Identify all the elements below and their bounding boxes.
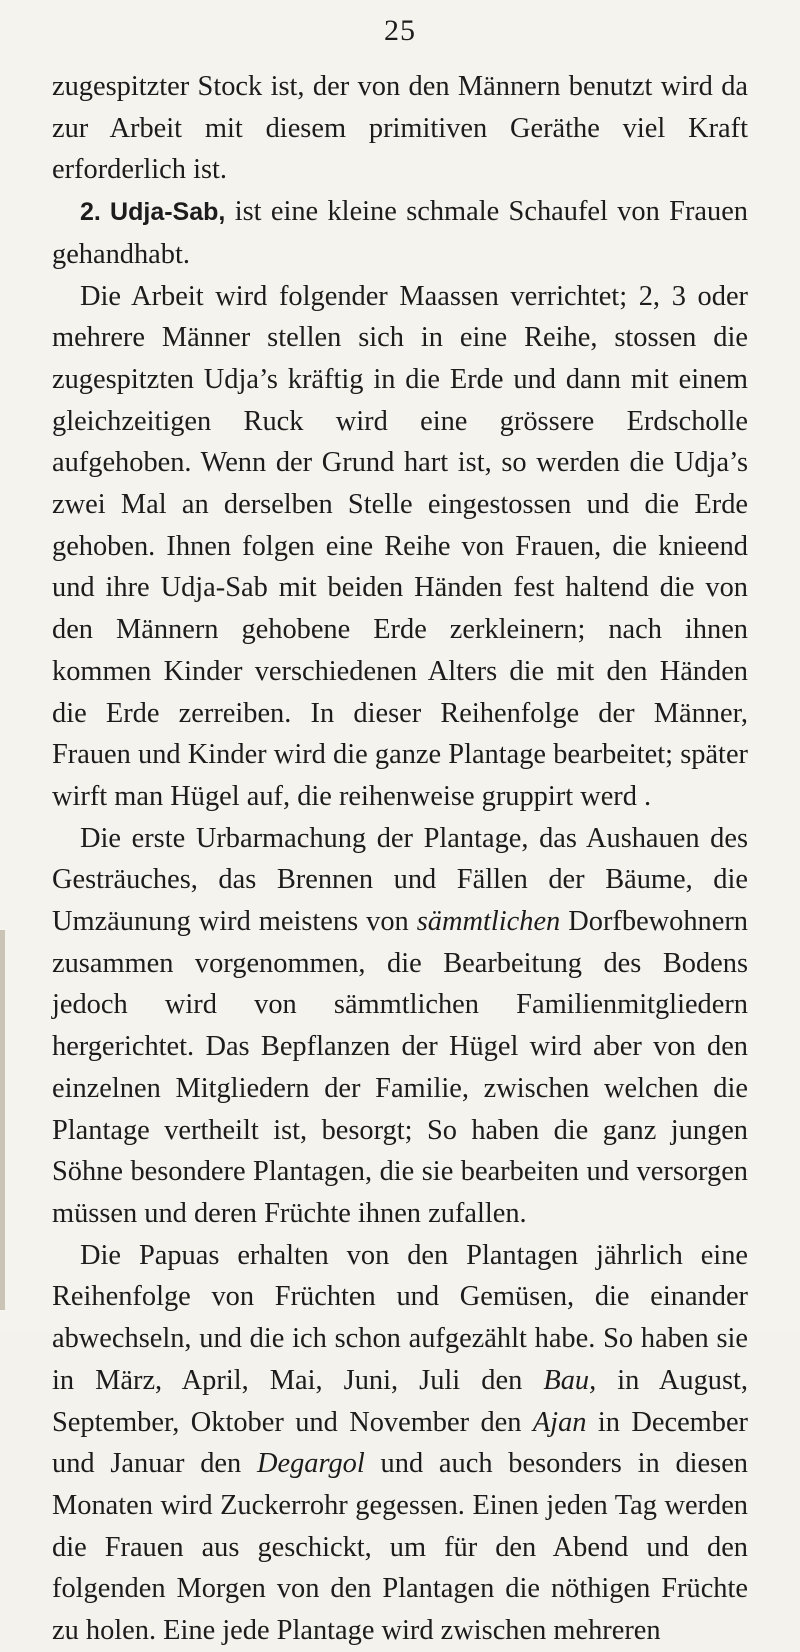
emphasis: sämmtlichen [416, 906, 561, 938]
text-run: in August, September, Oktober und November den [52, 1364, 748, 1438]
text-run: und auch besonders in diesen Monaten wird Zuckerrohr gegessen. Einen jeden Tag werden die Frauen aus geschickt, um für den Abend und den folgenden Morgen von den Plantagen die nöthigen Früchte zu holen. Eine jede Plantage wird zwischen mehreren [52, 1448, 748, 1647]
paragraph-arbeit: Die Arbeit wird folgender Maassen verrichtet; 2, 3 oder mehrere Männer stellen sich in eine Reihe, stossen die zugespitzten Udja’s kräftig in die Erde und dann mit einem gleichzeitigen Ruck wird eine grössere Erdscholle aufgehoben. Wenn der Grund hart ist, so werden die Udja’s zwei Mal an derselben Stelle eingestossen und die Erde gehoben. Ihnen folgen eine Reihe von Frauen, die knieend und ihre Udja-Sab mit beiden Händen fest haltend die von den Männern gehobene Erde zerkleinern; nach ihnen kommen Kinder verschiedenen Alters die mit den Händen die Erde zerreiben. In dieser Reihenfolge der Männer, Frauen und Kinder wird die ganze Plantage bearbeitet; später wirft man Hügel auf, die reihenweise gruppirt werd . [52, 280, 748, 812]
page-number: 25 [384, 14, 416, 47]
item-lead: 2. Udja-Sab, [80, 198, 226, 227]
text-run: Die erste Urbarmachung der Plantage, das Aushauen des Gesträuches, das Brennen und Fällen der Bäume, die Umzäunung wird meistens von [52, 822, 748, 938]
paragraph-papuas [52, 1235, 748, 1652]
paragraph-continuation: zugespitzter Stock ist, der von den Männern benutzt wird da zur Arbeit mit diesem primitiven Geräthe viel Kraft erforderlich ist. [52, 71, 748, 186]
emphasis-bau: Bau, [543, 1364, 597, 1396]
text-run: Dorfbewohnern zusammen vorgenommen, die Bearbeitung des Bodens jedoch wird von sämmtlichen Familienmitgliedern hergerichtet. Das Bepflanzen der Hügel wird aber von den einzelnen Mitgliedern der Familie, zwischen welchen die Plantage vertheilt ist, besorgt; So haben die ganz jungen Söhne besondere Plantagen, die sie bearbeiten und versorgen müssen und deren Früchte ihnen zufallen. [52, 906, 749, 1229]
paragraph-urbarmachung [52, 818, 748, 1235]
item-text: ist eine kleine schmale Schaufel von Frauen gehandhabt. [52, 196, 748, 270]
text-run: Die Papuas erhalten von den Plantagen jährlich eine Reihenfolge von Früchten und Gemüsen, die einander abwechseln, und die ich schon aufgezählt habe. So haben sie in März, April, Mai, Juni, Juli den [52, 1239, 748, 1396]
body-text [52, 66, 748, 1652]
text-run: in December und Januar den [52, 1406, 749, 1480]
emphasis-ajan: Ajan [532, 1406, 587, 1438]
paragraph-udja-sab [52, 191, 748, 275]
page-edge-shadow [0, 930, 5, 1310]
emphasis-degargol: Degargol [257, 1448, 365, 1480]
